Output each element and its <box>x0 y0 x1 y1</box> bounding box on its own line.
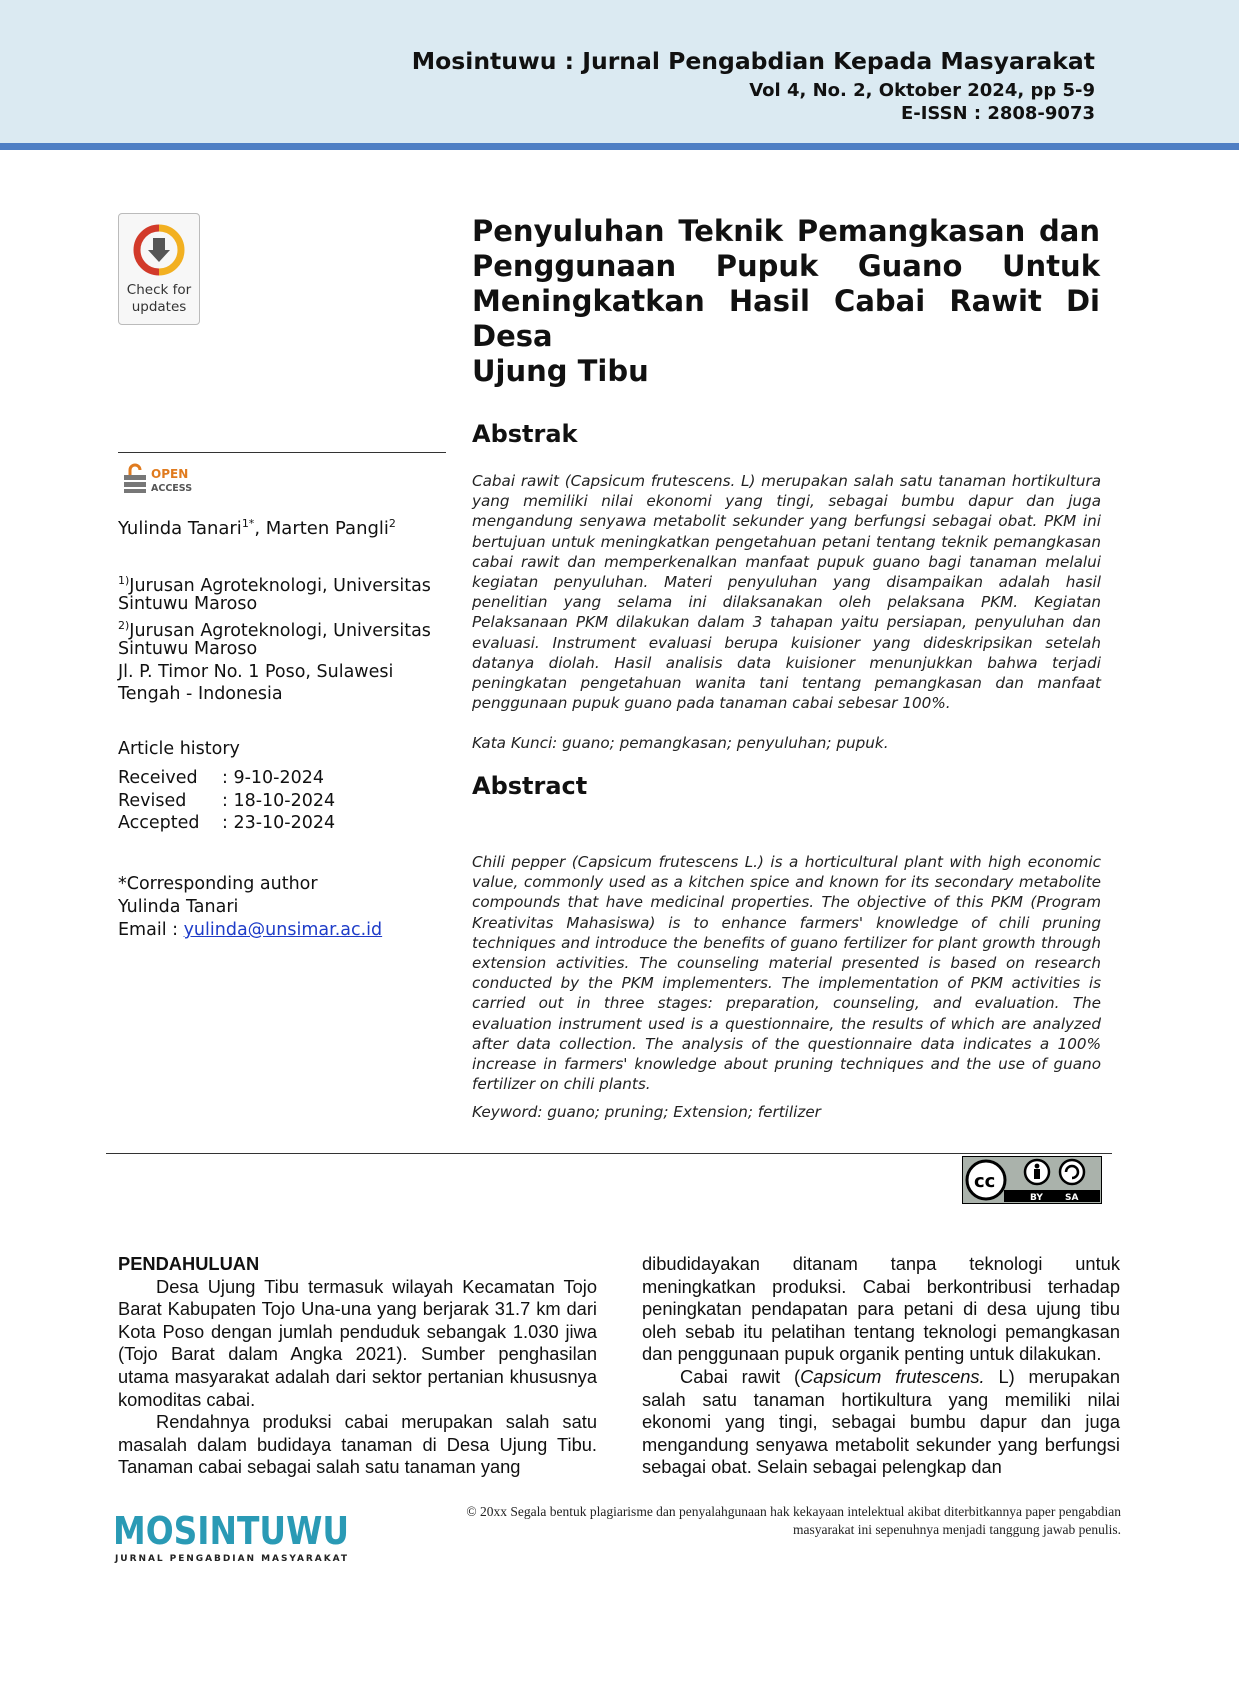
abstrak-heading: Abstrak <box>472 420 578 448</box>
paper-title <box>472 214 1100 389</box>
check-updates-label: Check for updates <box>126 282 192 315</box>
abstract-text: Chili pepper (Capsicum frutescens L.) is a horticultural plant with high economic value, commonly used as a kitchen spice and known for its secondary metabolite compounds that have medicinal properties. The objective of this PKM (Program Kreativitas Mahasiswa) is to enhance farmers' knowledge of chili pruning techniques and introduce the benefits of guano fertilizer for plant growth through extension activities. The counseling material presented is based on research conducted by the PKM implementers. The implementation of PKM activities is carried out in three stages: preparation, counseling, and evaluation. The evaluation instrument used is a questionnaire, the results of which are analyzed after data collection. The analysis of the questionnaire data indicates a 100% increase in farmers' knowledge about pruning techniques and the use of guano fertilizer on chili plants. <box>472 853 1101 1094</box>
svg-text:MOSINTUWU: MOSINTUWU <box>113 1509 349 1553</box>
corresponding-name: Yulinda Tanari <box>118 897 239 917</box>
body-column-left <box>118 1253 597 1479</box>
address-line: Jl. P. Timor No. 1 Poso, Sulawesi <box>118 662 394 682</box>
affiliation-2-cont: Sintuwu Maroso <box>118 639 258 659</box>
left-divider <box>118 452 446 453</box>
section-heading: PENDAHULUAN <box>118 1253 260 1274</box>
title-line: Ujung Tibu <box>472 354 649 388</box>
author-name: Marten Pangli <box>265 518 389 539</box>
check-updates-icon <box>119 216 199 282</box>
body-column-right <box>642 1253 1120 1479</box>
article-history <box>118 767 335 835</box>
journal-issn: E-ISSN : 2808-9073 <box>900 103 1095 124</box>
corresponding-label: *Corresponding author <box>118 874 318 894</box>
keywords: Keyword: guano; pruning; Extension; fertilizer <box>472 1103 821 1121</box>
email-link[interactable]: yulinda@unsimar.ac.id <box>183 920 383 940</box>
author-name: Yulinda Tanari <box>118 518 242 539</box>
affiliation-1: $^{1)}$Jurusan Agroteknologi, Universitas <box>118 574 431 596</box>
body-paragraph: Cabai rawit (Capsicum frutescens. L) merupakan salah satu tanaman hortikultura yang memiliki nilai ekonomi yang tingi, sebagai bumbu dapur dan juga mengandung senyawa metabolit sekunder yang berfungsi sebagai obat. Selain sebagai pelengkap dan <box>642 1365 1121 1478</box>
open-access-icon <box>122 464 202 494</box>
svg-text:JURNAL PENGABDIAN MASYARAKAT: JURNAL PENGABDIAN MASYARAKAT <box>115 1554 347 1564</box>
title-line: Penyuluhan Teknik Pemangkasan dan <box>472 214 1100 248</box>
body-paragraph: Rendahnya produksi cabai merupakan salah satu masalah dalam budidaya tanaman di Desa Ujung Tibu. Tanaman cabai sebagai salah satu tanaman yang <box>118 1411 597 1478</box>
svg-text:OPEN: OPEN <box>151 467 189 481</box>
kata-kunci: Kata Kunci: guano; pemangkasan; penyuluhan; pupuk. <box>472 734 889 752</box>
mosintuwu-logo <box>113 1508 353 1564</box>
svg-text:SA: SA <box>1065 1193 1079 1203</box>
header-rule <box>0 143 1239 150</box>
affiliation-1-cont: Sintuwu Maroso <box>118 594 258 614</box>
svg-text:BY: BY <box>1030 1193 1043 1203</box>
affiliation-2: $^{2)}$Jurusan Agroteknologi, Universitas <box>118 619 431 641</box>
history-row: Revised : 18-10-2024 <box>118 790 336 811</box>
check-for-updates-badge[interactable] <box>118 213 200 325</box>
address-line: Tengah - Indonesia <box>118 684 283 704</box>
svg-text:cc: cc <box>974 1171 996 1192</box>
svg-text:ACCESS: ACCESS <box>151 483 193 494</box>
journal-title: Mosintuwu : Jurnal Pengabdian Kepada Masyarakat <box>411 47 1095 75</box>
history-row: Accepted : 23-10-2024 <box>118 813 336 834</box>
article-history-heading: Article history <box>118 739 240 759</box>
cc-by-sa-icon[interactable] <box>962 1156 1102 1204</box>
body-paragraph: dibudidayakan ditanam tanpa teknologi untuk meningkatkan produksi. Cabai berkontribusi terhadap peningkatan pendapatan para petani di desa ujung tibu oleh sebab itu pelatihan tentang teknologi pemangkasan dan penggunaan pupuk organik penting untuk dilakukan. <box>642 1253 1120 1365</box>
author-list: Yulinda Tanari$^{1*}$, Marten Pangli$^2$ <box>118 517 396 539</box>
section-divider <box>106 1153 1112 1154</box>
journal-volume: Vol 4, No. 2, Oktober 2024, pp 5-9 <box>749 80 1095 101</box>
abstrak-text: Cabai rawit (Capsicum frutescens. L) merupakan salah satu tanaman hortikultura yang memiliki nilai ekonomi yang tingi, sebagai bumbu dapur dan juga mengandung senyawa metabolit sekunder yang berfungsi sebagai obat. PKM ini bertujuan untuk meningkatkan pengetahuan petani tentang teknik pemangkasan cabai rawit dan memperkenalkan manfaat pupuk guano bagi tanaman melalui kegiatan penyuluhan. Materi penyuluhan yang disampaikan adalah hasil penelitian yang selama ini dilaksanakan oleh pelaksana PKM. Kegiatan Pelaksanaan PKM dilakukan dalam 3 tahapan yaitu persiapan, penyuluhan dan evaluasi. Instrument evaluasi berupa kuisioner yang dideskripsikan setelah datanya diolah. Hasil analisis data kuisioner menunjukkan bahwa terjadi peningkatan pengetahuan wanita tani tentang pemangkasan dan manfaat penggunaan pupuk guano pada tanaman cabai sebesar 100%. <box>472 472 1101 713</box>
body-paragraph: Desa Ujung Tibu termasuk wilayah Kecamatan Tojo Barat Kabupaten Tojo Una-una yang berjarak 31.7 km dari Kota Poso dengan jumlah penduduk sebangak 1.030 jiwa (Tojo Barat dalam Angka 2021). Sumber penghasilan utama masyarakat adalah dari sektor pertanian khususnya komoditas cabai. <box>118 1275 597 1410</box>
history-row: Received : 9-10-2024 <box>118 768 325 788</box>
abstract-heading: Abstract <box>472 772 588 800</box>
corresponding-email: Email : yulinda@unsimar.ac.id <box>118 920 383 940</box>
title-line: Meningkatkan Hasil Cabai Rawit Di Desa <box>472 284 1100 353</box>
title-line: Penggunaan Pupuk Guano Untuk <box>472 249 1100 283</box>
copyright-notice: © 20xx Segala bentuk plagiarisme dan penyalahgunaan hak kekayaan intelektual akibat diterbitkannya paper pengabdian masyarakat ini sepenuhnya menjadi tanggung jawab penulis. <box>466 1504 1121 1537</box>
